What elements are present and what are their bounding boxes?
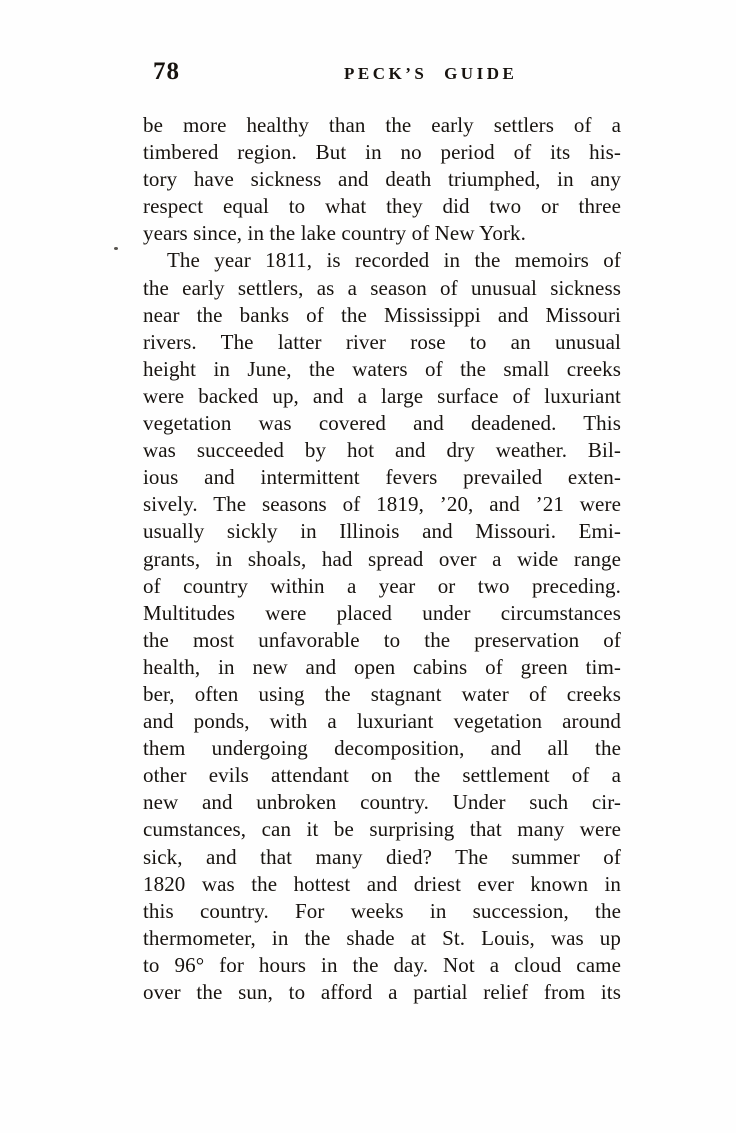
text-line: of country within a year or two preceding. [143,573,621,598]
text-line: be more healthy than the early settlers of a [143,113,621,137]
text-line: health, in new and open cabins of green tim- [143,654,621,679]
text-line: rivers. The latter river rose to an unusual [143,329,621,354]
text-line: The year 1811, is recorded in the memoirs of [167,248,621,273]
text-line: over the sun, to afford a partial relief from its [143,980,621,1004]
text-line: tory have sickness and death triumphed, in any [143,167,621,192]
text-line: Multitudes were placed under circumstances [143,600,621,625]
text-line: grants, in shoals, had spread over a wide range [143,546,621,571]
text-line: and ponds, with a luxuriant vegetation around [143,709,621,734]
running-title: PECK’S GUIDE [344,64,518,83]
text-line: ious and intermittent fevers prevailed exten- [143,465,621,490]
text-line: new and unbroken country. Under such cir- [143,790,621,815]
text-line: cumstances, can it be surprising that many were [143,817,621,842]
text-line: was succeeded by hot and dry weather. Bil- [143,438,621,463]
text-line: thermometer, in the shade at St. Louis, was up [143,925,621,950]
text-line: sick, and that many died? The summer of [143,844,621,869]
text-line: the early settlers, as a season of unusual sickness [143,275,621,300]
text-line: years since, in the lake country of New York. [143,221,526,246]
text-line: sively. The seasons of 1819, ’20, and ’21 were [143,492,621,517]
text-line: 1820 was the hottest and driest ever known in [143,871,621,896]
text-line: timbered region. But in no period of its his- [143,140,621,165]
text-line: vegetation was covered and deadened. This [143,411,621,436]
text-line: ber, often using the stagnant water of creeks [143,681,621,706]
text-line: this country. For weeks in succession, the [143,898,621,923]
page-body-text [143,112,621,1006]
text-line: the most unfavorable to the preservation of [143,627,621,652]
text-line: were backed up, and a large surface of luxuriant [143,383,621,408]
text-line: them undergoing decomposition, and all the [143,736,621,761]
text-line: other evils attendant on the settlement of a [143,763,621,788]
text-line: respect equal to what they did two or three [143,194,621,219]
ink-speck [114,247,118,250]
text-line: near the banks of the Mississippi and Missouri [143,302,621,327]
text-line: height in June, the waters of the small creeks [143,356,621,381]
text-line: usually sickly in Illinois and Missouri. Emi- [143,519,621,544]
page-number: 78 [153,58,180,85]
text-line: to 96° for hours in the day. Not a cloud came [143,952,621,977]
